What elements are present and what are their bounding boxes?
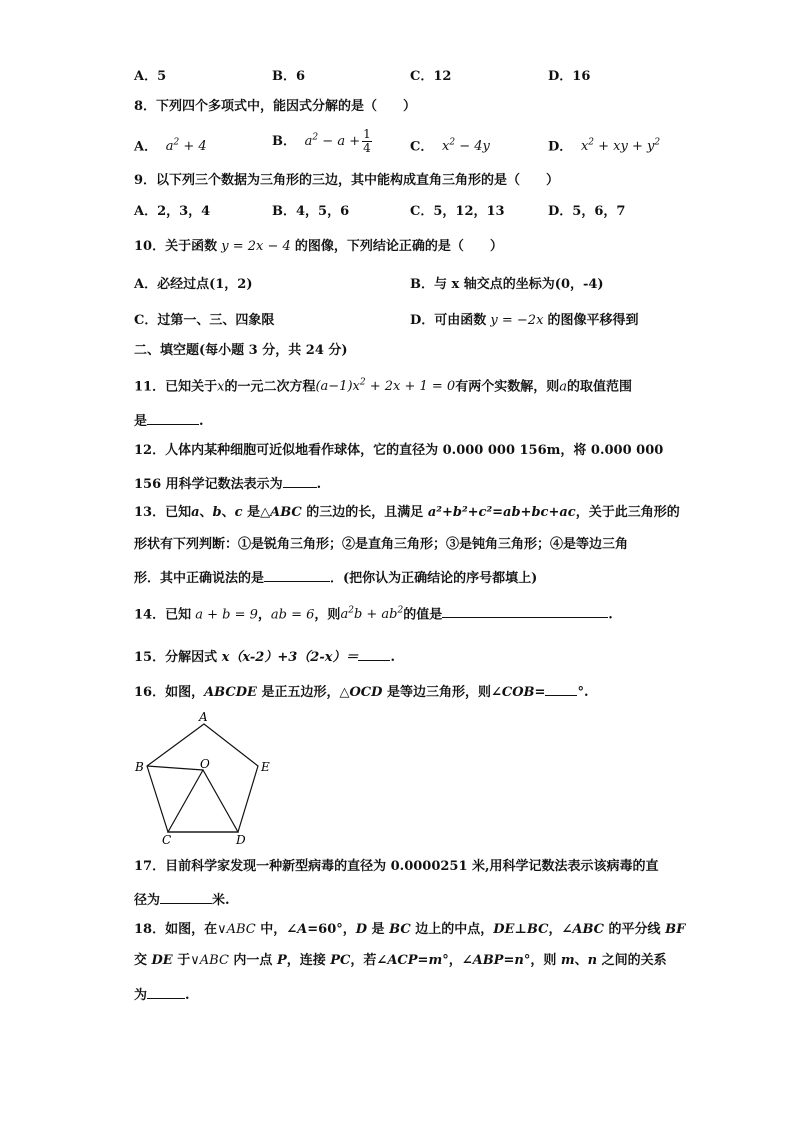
q17-line2-post: 米. [212, 893, 230, 908]
q13-l1h: ABC [270, 505, 302, 520]
q18-l1a: 18．如图，在 [134, 922, 218, 937]
q18-l1p: BF [665, 922, 686, 937]
q8-option-d-label: D． [548, 139, 573, 155]
q10-option-c: C．过第一、三、四象限 [134, 313, 275, 328]
q8-option-a-expr: $a^2 + 4$ [161, 138, 207, 155]
q18-l2j: ACP [387, 953, 418, 968]
q13-l1e: 、 [221, 505, 235, 520]
q15-answer-blank[interactable] [358, 646, 390, 661]
q11-post: 的取值范围 [566, 379, 632, 395]
q14-expr: $a^2b + ab^2$ [340, 606, 404, 623]
q18-l2d: ∨ABC [190, 953, 229, 968]
q12-answer-blank[interactable] [283, 473, 317, 488]
q8-option-b [272, 128, 374, 155]
q13-l1f: c [234, 505, 243, 520]
q18-l2h: PC [330, 953, 351, 968]
q13-line-3 [134, 567, 537, 588]
q9-option-d: D．5，6，7 [548, 204, 626, 219]
q13-answer-blank[interactable] [264, 567, 330, 582]
q8-option-d-expr: $x^2$ + xy + $y^2$ [576, 138, 661, 155]
q10-option-d [410, 312, 639, 330]
q17-answer-blank[interactable] [160, 889, 212, 904]
q17-line-1: 17．目前科学家发现一种新型病毒的直径为 0.0000251 米,用科学记数法表示该病毒的直 [134, 859, 659, 874]
q10-option-a: A．必经过点(1，2) [134, 277, 253, 292]
q13-line-2: 形状有下列判断：①是锐角三角形；②是直角三角形；③是钝角三角形；④是等边三角 [134, 537, 629, 552]
q14-pre: 14．已知 [134, 607, 192, 623]
q7-option-d: D．16 [548, 69, 591, 84]
q13-l1j: a²+b²+c²=ab+bc+ac [427, 505, 576, 520]
q8-stem: 8．下列四个多项式中，能因式分解的是（ ） [134, 99, 417, 114]
vertex-label-b: B [135, 760, 144, 774]
q18-l2e: 内一点 [228, 953, 277, 968]
q18-answer-blank[interactable] [147, 984, 185, 999]
q15-post: . [390, 650, 395, 665]
q11-pre: 11．已知关于 [134, 379, 218, 395]
q18-l1b: ∨ABC [217, 922, 256, 937]
q8-option-a [134, 134, 207, 156]
q11-var-x: x [217, 379, 225, 395]
q8-option-c-label: C． [410, 139, 434, 155]
q13-l1c: 、 [199, 505, 213, 520]
q10-option-d-pre: D．可由函数 [410, 313, 487, 328]
q11-line-1 [134, 374, 632, 396]
q8-option-d [548, 134, 660, 156]
q13-l1b: a [191, 505, 200, 520]
q16-mid: 是正五边形，△ [256, 685, 350, 700]
q18-l2g: ，连接 [286, 953, 331, 968]
q16-pentagon-figure [130, 708, 280, 848]
q12-line-1: 12．人体内某种细胞可近似地看作球体，它的直径为 0.000 000 156m，将 0.000 000 [134, 443, 664, 458]
q13-l1g: 是△ [242, 505, 271, 520]
segment-bo [147, 766, 203, 770]
q13-l1a: 13．已知 [134, 505, 192, 520]
q16-pre: 16．如图， [134, 685, 205, 700]
q18-l2a: 交 [134, 953, 152, 968]
q18-l1n: ABC [572, 922, 605, 937]
vertex-label-o: O [200, 757, 210, 771]
q14-line [134, 602, 613, 624]
q11-line2-post: . [199, 414, 204, 429]
q18-l2f: P [276, 953, 287, 968]
q18-l1m: ，∠ [548, 922, 573, 937]
q11-mid1: 的一元二次方程 [224, 379, 316, 395]
q14-mid1: ， [257, 607, 271, 623]
q8-option-a-label: A． [134, 139, 158, 155]
q18-l2l: m° [428, 953, 449, 968]
q14-cond-1: a + b = 9 [191, 607, 258, 623]
q11-equation: $(a-1)x^2 + 2x + 1 = 0$ [315, 378, 456, 395]
q18-line-3 [134, 984, 190, 1005]
q18-l1e: =60°， [307, 922, 356, 937]
q14-cond-2: ab = 6 [270, 607, 315, 623]
q8-option-b-expr: $a^2 - a$ + $\frac{1}{4}$ [300, 127, 371, 155]
q10-function: y = 2x − 4 [217, 239, 295, 254]
q18-l2k: = [417, 953, 429, 968]
q10-option-d-function: y = −2x [486, 313, 548, 328]
q11-line-2 [134, 410, 204, 431]
q10-option-d-post: 的图像平移得到 [547, 313, 639, 328]
q14-post-pre: 的值是 [403, 607, 443, 623]
q16-line [134, 681, 588, 702]
q18-l2s: 、 [574, 953, 588, 968]
q18-l1o: 的平分线 [604, 922, 666, 937]
q18-l2i: ，若∠ [350, 953, 388, 968]
q13-line-1 [134, 504, 680, 522]
q16-p1: ABCDE [204, 685, 257, 700]
q12-line2-pre: 156 用科学记数法表示为 [134, 477, 283, 492]
section-2-heading: 二、填空题(每小题 3 分，共 24 分) [134, 343, 348, 358]
q15-expr: x（x-2）+3（2-x）＝ [221, 650, 359, 665]
vertex-label-c: C [162, 833, 172, 847]
q18-line-1 [134, 921, 685, 939]
q14-mid2: ，则 [314, 607, 341, 623]
q11-mid2: 有两个实数解，则 [455, 379, 560, 395]
q9-option-b: B．4，5，6 [272, 204, 350, 219]
q17-line2-pre: 径为 [134, 893, 161, 908]
q13-l1d: b [212, 505, 222, 520]
q18-l1k: ⊥ [514, 922, 527, 937]
q10-option-b: B．与 x 轴交点的坐标为(0，-4) [410, 277, 604, 292]
q10-stem-pre: 10．关于函数 [134, 239, 218, 254]
q18-l1j: DE [493, 922, 515, 937]
q18-line3-pre: 为 [134, 988, 148, 1003]
q16-answer-blank[interactable] [545, 681, 577, 696]
q7-option-c: C．12 [410, 69, 452, 84]
q7-option-b: B．6 [272, 69, 306, 84]
q18-line3-post: . [185, 988, 190, 1003]
q12-line2-post: . [316, 477, 322, 492]
q14-post: . [608, 607, 613, 623]
q18-l2r: m [560, 953, 575, 968]
q11-var-a: a [559, 379, 567, 395]
q12-line-2 [134, 473, 321, 494]
q16-p3: COB [501, 685, 535, 700]
q16-post-b: °. [577, 685, 589, 700]
q9-option-c: C．5，12，13 [410, 204, 505, 219]
q16-post-a: = [534, 685, 546, 700]
q18-l1g: 是 [367, 922, 390, 937]
q14-answer-blank[interactable] [442, 603, 608, 618]
q9-stem: 9．以下列三个数据为三角形的三边，其中能构成直角三角形的是（ ） [134, 173, 560, 188]
vertex-label-d: D [236, 833, 246, 847]
q13-line3-pre: 形．其中正确说法的是 [134, 571, 265, 586]
q18-l2u: 之间的关系 [597, 953, 667, 968]
q16-p2: OCD [349, 685, 383, 700]
q17-line-2 [134, 889, 230, 910]
q18-l1c: 中，∠ [255, 922, 298, 937]
q16-mid2: 是等边三角形，则∠ [382, 685, 502, 700]
q18-l2c: 于 [172, 953, 191, 968]
pentagon-abcde [147, 724, 258, 832]
q13-line3-post: ．(把你认为正确结论的序号都填上) [330, 571, 538, 586]
q18-l2n: ABP [472, 953, 504, 968]
q9-option-a: A．2，3，4 [134, 204, 211, 219]
q10-stem-post: 的图像，下列结论正确的是（ ） [294, 239, 503, 254]
q10-stem [134, 238, 503, 256]
q11-answer-blank[interactable] [147, 410, 199, 425]
q13-l1k: ，关于此三角形的 [575, 505, 680, 520]
q18-l2m: ，∠ [448, 953, 473, 968]
q8-option-b-label: B． [272, 134, 296, 149]
q18-l1i: 边上的中点， [410, 922, 494, 937]
q18-l1h: BC [389, 922, 411, 937]
q7-option-a: A．5 [134, 69, 167, 84]
q15-line [134, 646, 395, 667]
q18-l2t: n [587, 953, 598, 968]
q15-pre: 15．分解因式 [134, 650, 222, 665]
q18-l2q: ，则 [530, 953, 561, 968]
q18-l2p: n° [514, 953, 531, 968]
q8-option-c [410, 134, 490, 156]
vertex-label-a: A [199, 710, 208, 724]
q18-l1f: D [355, 922, 368, 937]
q18-l1d: A [297, 922, 308, 937]
triangle-ocd [168, 770, 238, 832]
q18-l1l: BC [526, 922, 549, 937]
q13-l1i: 的三边的长，且满足 [301, 505, 428, 520]
q18-l2o: = [503, 953, 515, 968]
vertex-label-e: E [261, 760, 270, 774]
q18-l2b: DE [151, 953, 173, 968]
q18-line-2 [134, 952, 667, 970]
q11-line2-pre: 是 [134, 414, 148, 429]
q8-option-c-expr: $x^2 - 4y$ [437, 138, 490, 155]
